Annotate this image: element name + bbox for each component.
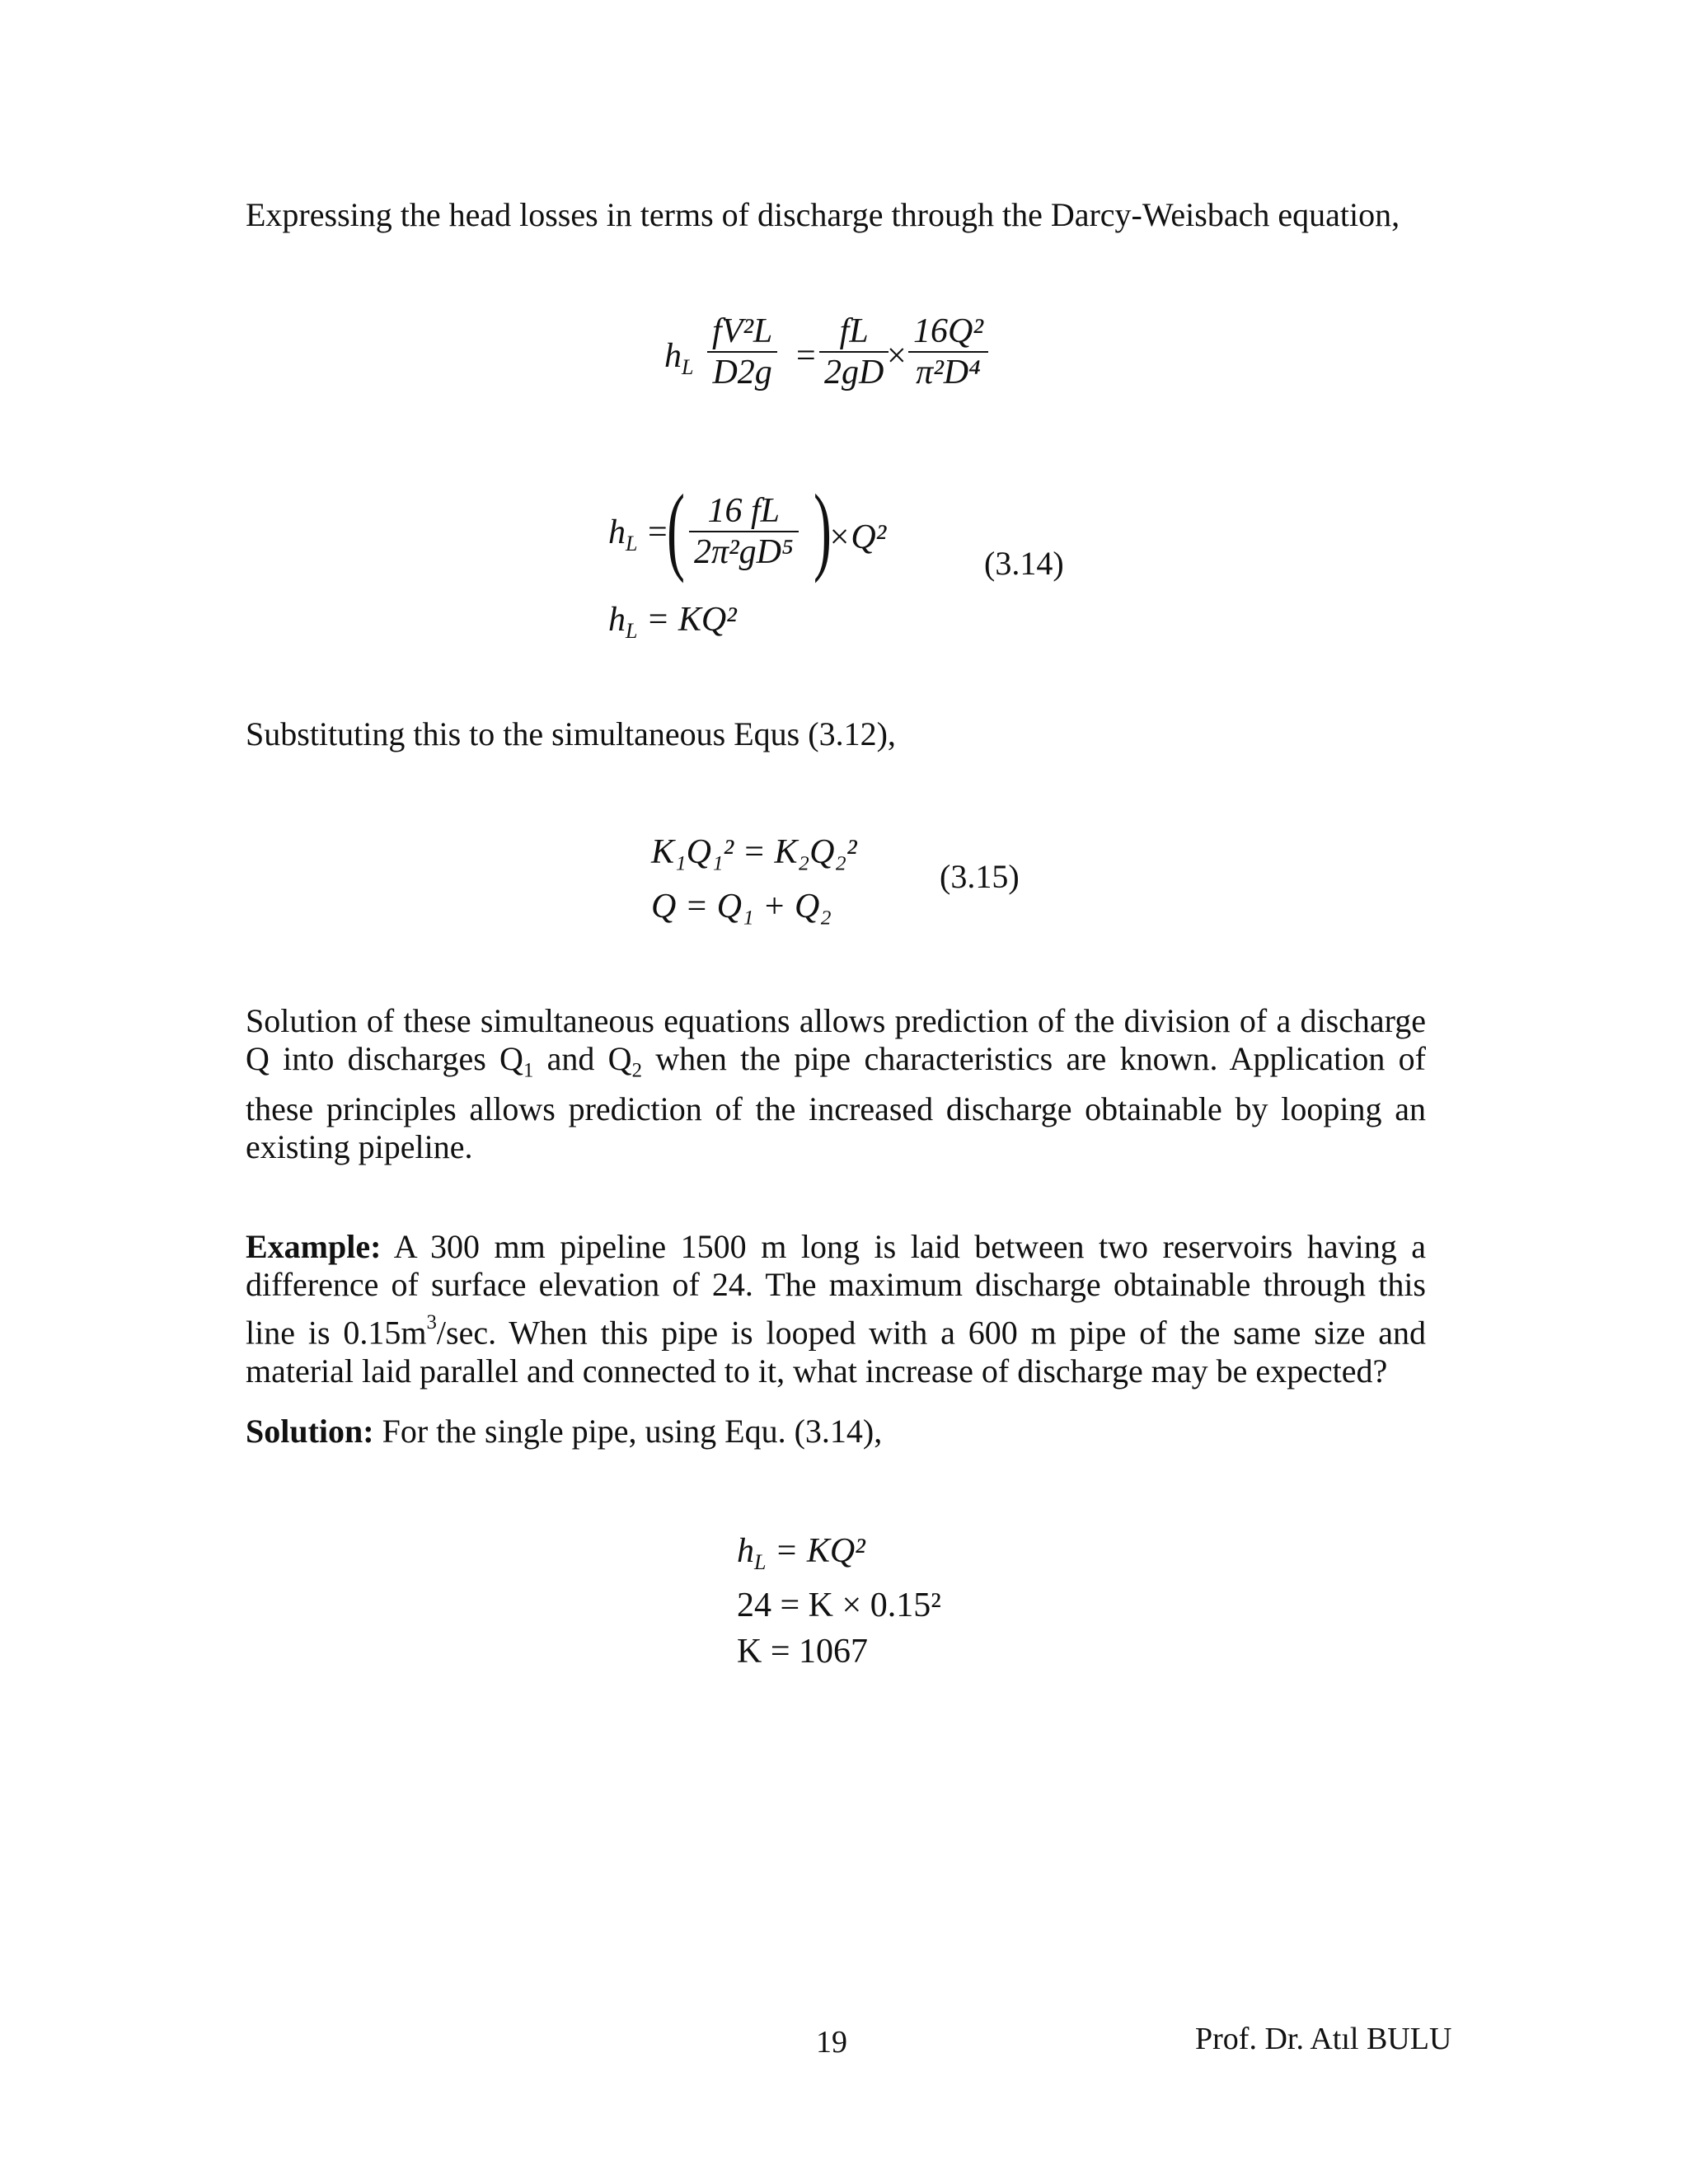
e1-times: × [887,337,907,375]
e2-lhs: $h_L$ [608,513,638,556]
author-name: Prof. Dr. Atıl BULU [1195,2022,1452,2056]
equation-number-3-14: (3.14) [984,545,1064,582]
e1-frac1: $\frac{\text{fV²L}}{D2g}$ [707,312,777,392]
substituting-text: Substituting this to the simultaneous Equs (3.12), [246,715,896,752]
e2-tail: ×Q² [828,518,887,556]
e2-equals: = [648,513,668,551]
paragraph-substituting [246,715,1426,753]
e7-expr: 24 = K × 0.15² [737,1586,941,1624]
e1-frac2: $\frac{fL}{2gD}$ [819,312,889,392]
e2-right-paren: ) [813,474,832,583]
paragraph-intro [246,196,1426,234]
e1-lhs: $h_L$ [664,337,694,380]
e3-expr: $h_L = KQ^2$ [608,601,737,644]
e2-frac: $\frac{16 fL}{\text{2π²gD⁵}}$ [689,491,799,572]
page-number: 19 [816,2025,847,2060]
e1-equals: = [796,337,816,375]
paragraph-example: Example: A 300 mm pipeline 1500 m long is laid between two reservoirs having a difference of surface elevation of 24. The maximum discharge obtainable through this line is $0.15m^3/\sec$. When this pipe is looped with a 600 m pipe of the same size and material laid parallel and connected to it, what increase of discharge may be expected? [246,1228,1427,1390]
example-label: Example: [246,1228,382,1265]
e1-frac3: $\frac{\text{16Q²}}{\text{π²D⁴}}$ [908,312,988,392]
paragraph-solution-discussion: Solution of these simultaneous equations allows prediction of the division of a discharge Q into discharges $Q_1$ and $Q_2$ when the pipe characteristics are known. Application of these principles allows prediction of the increased discharge obtainable by looping an existing pipeline. [246,1002,1427,1165]
e2-left-paren: ( [666,474,685,583]
paragraph-solution: Solution: For the single pipe, using Equ. (3.14), [246,1413,883,1450]
equation-number-3-15: (3.15) [940,858,1020,895]
e6-expr: $h_L = KQ^2$ [737,1532,865,1575]
intro-text: Expressing the head losses in terms of discharge through the Darcy-Weisbach equation, [246,196,1400,233]
e4-expr: K₁Q₁² = K₂Q₂² [651,833,857,871]
e5-expr: Q = Q₁ + Q₂ [651,888,832,926]
solution-label: Solution: [246,1413,374,1450]
e8-expr: K = 1067 [737,1633,869,1671]
